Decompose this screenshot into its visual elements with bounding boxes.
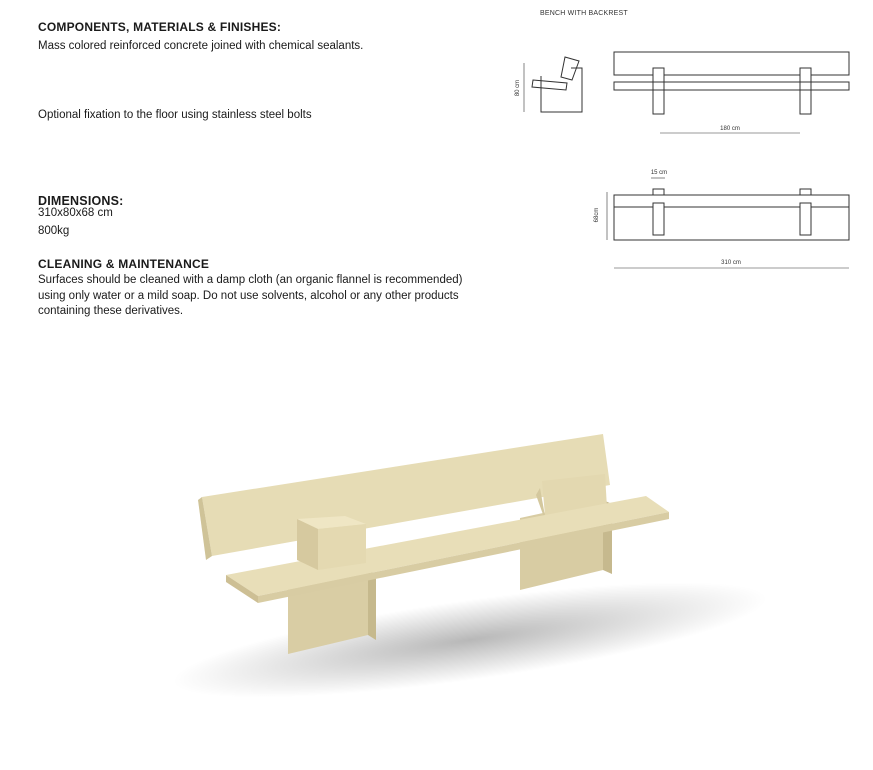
drawing-title: BENCH WITH BACKREST: [540, 10, 628, 17]
dimensions-heading: DIMENSIONS:: [38, 194, 124, 208]
front-view-drawing: [607, 178, 849, 268]
top-width-label: 180 cm: [720, 126, 740, 132]
post-width-label: 15 cm: [650, 170, 668, 176]
cleaning-heading: CLEANING & MAINTENANCE: [38, 257, 210, 271]
side-height-label: 80 cm: [515, 79, 521, 97]
materials-text: Mass colored reinforced concrete joined with chemical sealants.: [38, 40, 364, 52]
components-heading: COMPONENTS, MATERIALS & FINISHES:: [38, 20, 282, 34]
front-height-label: 68cm: [594, 207, 600, 223]
dimensions-weight: 800kg: [38, 225, 70, 237]
bench-render: [167, 434, 772, 721]
front-width-label: 310 cm: [721, 260, 741, 266]
fixation-text: Optional fixation to the floor using stainless steel bolts: [38, 109, 312, 121]
cleaning-text: Surfaces should be cleaned with a damp cloth (an organic flannel is recommended) using only water or a mild soap. Do not use solvents, alcohol or any other products containing these derivatives.: [38, 274, 463, 317]
side-view-drawing: [524, 57, 582, 112]
dimensions-size: 310x80x68 cm: [38, 207, 113, 219]
top-view-drawing: [614, 52, 849, 133]
